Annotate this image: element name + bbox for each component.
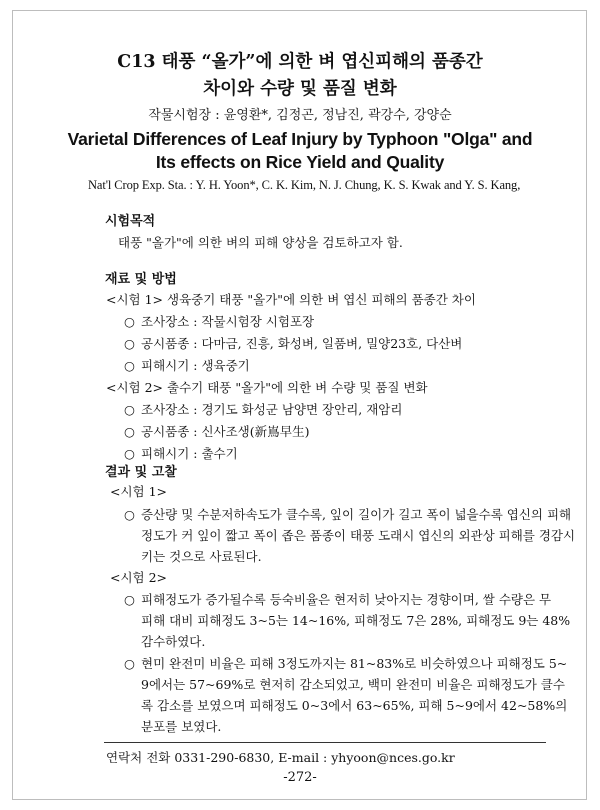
english-authors: Nat'l Crop Exp. Sta. : Y. H. Yoon*, C. K. Kim, N. J. Chung, K. S. Kwak and Y. S. Kang,	[88, 178, 521, 192]
page-number: -272-	[283, 770, 317, 785]
korean-authors: 작물시험장 : 윤영환*, 김정곤, 정남진, 곽강수, 강양순	[148, 108, 452, 123]
list-item: ○ 피해시기 : 생육중기	[124, 358, 250, 373]
results-exp2-para1-line: 피해 대비 피해정도 3~5는 14~16%, 피해정도 7은 28%, 피해정도 9는 48%	[141, 613, 571, 628]
bullet-icon: ○	[124, 358, 135, 373]
bullet-icon: ○	[124, 314, 135, 329]
objective-heading: 시험목적	[105, 214, 156, 229]
results-heading: 결과 및 고찰	[105, 465, 177, 480]
bullet-icon: ○	[124, 402, 135, 417]
english-title-line-2: Its effects on Rice Yield and Quality	[155, 152, 445, 172]
objective-text: 태풍 "올가"에 의한 벼의 피해 양상을 검토하고자 함.	[118, 235, 403, 250]
results-exp1-para-line: 정도가 커 잎이 짧고 폭이 좁은 품종이 태풍 도래시 엽신의 외관상 피해를 경감시	[141, 528, 576, 543]
results-exp2-para1-line: ○ 피해정도가 증가될수록 등숙비율은 현저히 낮아지는 경향이며, 쌀 수량은 무	[124, 592, 552, 607]
results-exp1-para-line: ○ 증산량 및 수분저하속도가 클수록, 잎이 길이가 길고 폭이 넓을수록 엽신의 피해	[124, 507, 572, 522]
results-exp1-para-line: 키는 것으로 사료된다.	[141, 549, 262, 564]
bullet-icon: ○	[124, 424, 135, 439]
contact-info: 연락처 전화 0331-290-6830, E-mail : yhyoon@nces.go.kr	[106, 750, 455, 765]
results-exp2-para1-line: 감수하였다.	[141, 634, 206, 649]
exp1-title: <시험 1> 생육중기 태풍 "올가"에 의한 벼 엽신 피해의 품종간 차이	[106, 292, 476, 307]
results-exp1-title: <시험 1>	[110, 484, 168, 499]
exp2-title: <시험 2> 출수기 태풍 "올가"에 의한 벼 수량 및 품질 변화	[106, 380, 428, 395]
list-item: ○ 조사장소 : 경기도 화성군 남양면 장안리, 재암리	[124, 402, 403, 417]
bullet-icon: ○	[124, 446, 135, 461]
bullet-icon: ○	[124, 656, 135, 671]
results-exp2-para2-line: 9에서는 57~69%로 현저히 감소되었고, 백미 완전미 비율은 피해정도가 클수	[141, 677, 565, 692]
list-item: ○ 공시품종 : 신사조생(新嶌早生)	[124, 424, 310, 439]
results-exp2-para2-line: ○ 현미 완전미 비율은 피해 3정도까지는 81~83%로 비슷하였으나 피해정도 5~	[124, 656, 568, 671]
list-item: ○ 조사장소 : 작물시험장 시험포장	[124, 314, 315, 329]
results-exp2-para2-line: 분포를 보였다.	[141, 719, 222, 734]
methods-heading: 재료 및 방법	[105, 272, 177, 287]
list-item: ○ 피해시기 : 출수기	[124, 446, 238, 461]
footer-rule	[104, 742, 546, 743]
english-title-line-1: Varietal Differences of Leaf Injury by Typhoon "Olga" and	[67, 129, 533, 149]
list-item: ○ 공시품종 : 다마금, 진흥, 화성벼, 일품벼, 밀양23호, 다산벼	[124, 336, 463, 351]
results-exp2-title: <시험 2>	[110, 570, 168, 585]
bullet-icon: ○	[124, 592, 135, 607]
bullet-icon: ○	[124, 336, 135, 351]
results-exp2-para2-line: 록 감소를 보였으며 피해정도 0~3에서 63~65%, 피해 5~9에서 42~58%의	[141, 698, 568, 713]
bullet-icon: ○	[124, 507, 135, 522]
korean-title-line-1: C13 태풍 “올가”에 의한 벼 엽신피해의 품종간	[117, 52, 483, 72]
korean-title-line-2: 차이와 수량 및 품질 변화	[203, 79, 397, 99]
